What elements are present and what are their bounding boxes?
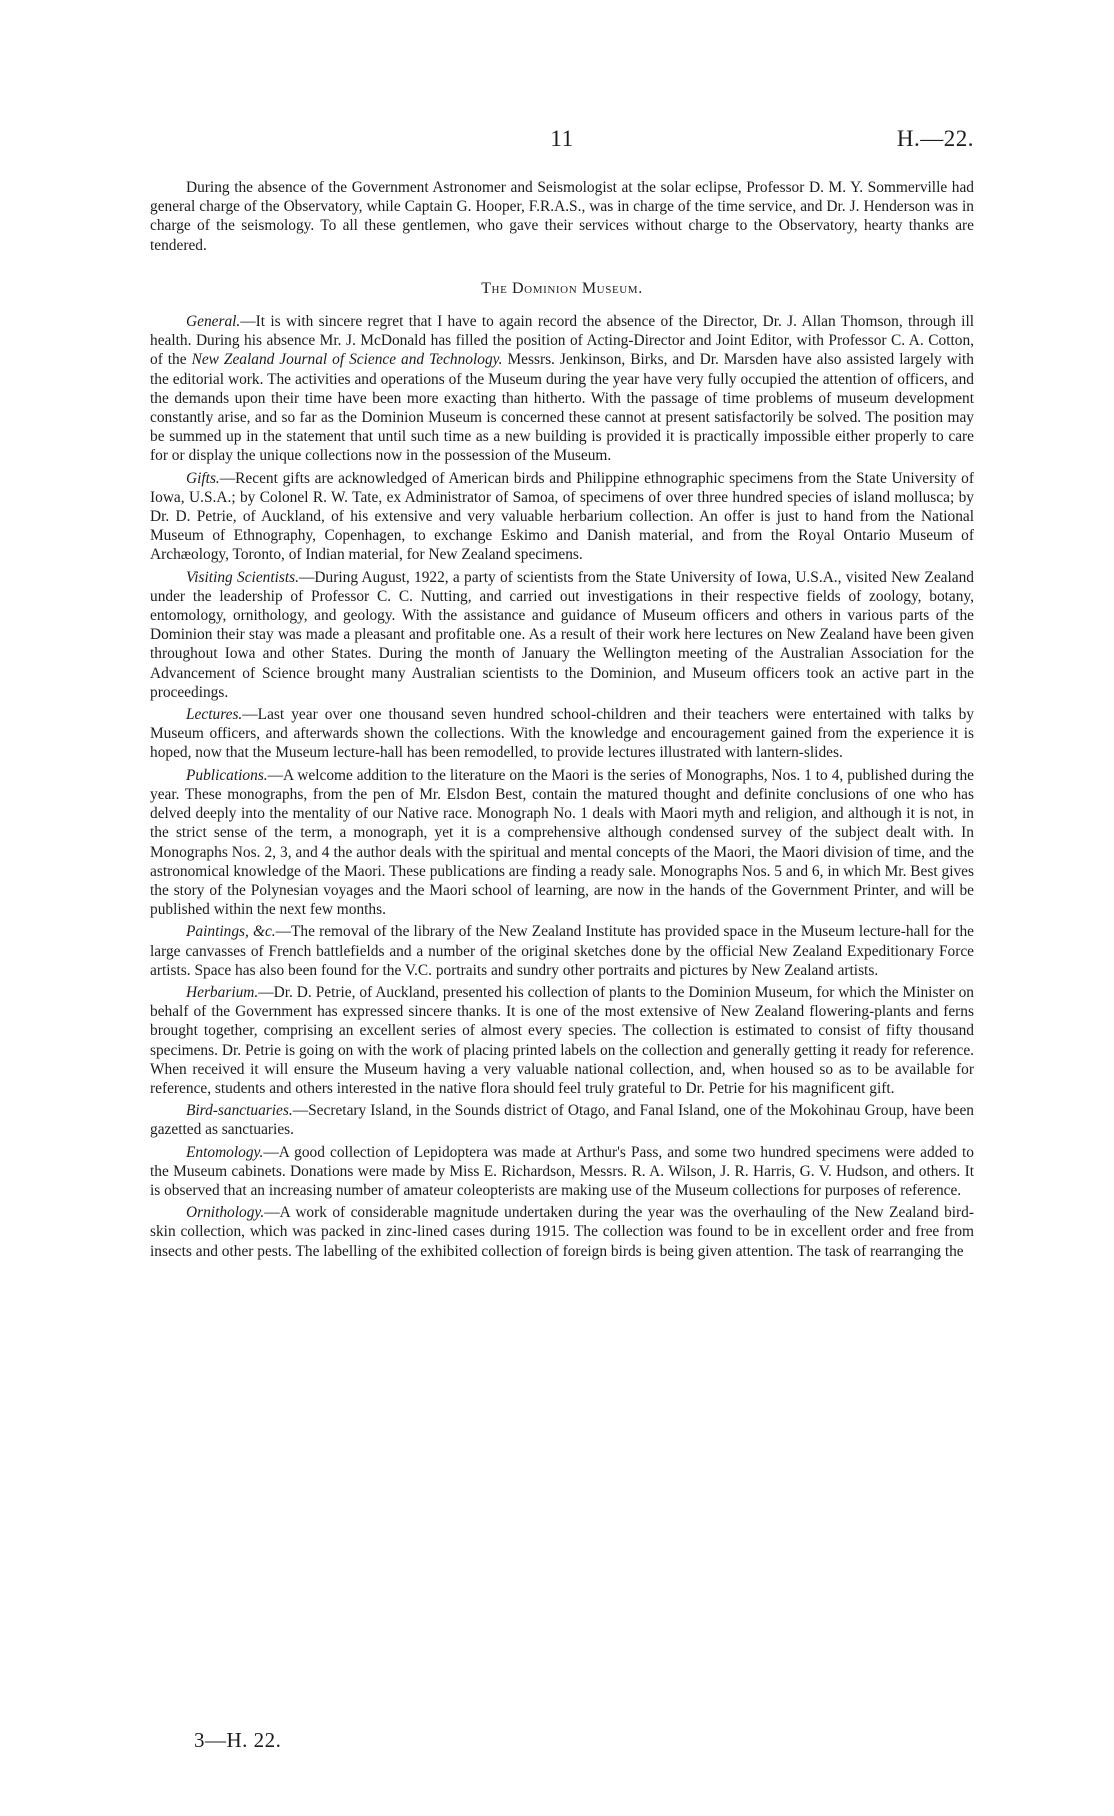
paragraph-lead: Ornithology. bbox=[186, 1204, 265, 1222]
paragraph-text: —Dr. D. Petrie, of Auckland, presented his collection of plants to the Dominion Museum, for which the Minister on behalf of the Government has expressed sincere thanks. It is one of the most extensive of New Zealand flowering-plants and ferns brought together, comprising an excellent series of almost every species. The collection is estimated to consist of fifty thousand specimens. Dr. Petrie is going on with the work of placing printed labels on the collection and generally getting it ready for reference. When received it will ensure the Museum having a very valuable national collection, and, when housed so as to be available for reference, students and others interested in the native flora should feel truly grateful to Dr. Petrie for his magnificent gift. bbox=[150, 983, 974, 1097]
paragraph-text: —Last year over one thousand seven hundred school-children and their teachers were entertained with talks by Museum officers, and afterwards shown the collections. With the knowledge and encouragement gained from the experience it is hoped, now that the Museum lecture-hall has been remodelled, to provide lectures illustrated with lantern-slides. bbox=[150, 706, 974, 762]
paragraph-text: —Secretary Island, in the Sounds district of Otago, and Fanal Island, one of the Mokohinau Group, have been gazetted as sanctuaries. bbox=[150, 1102, 974, 1139]
paragraph-lead: Publications. bbox=[186, 766, 268, 784]
paragraph-lead: Bird-sanctuaries. bbox=[186, 1102, 293, 1120]
page-number: 11 bbox=[550, 126, 574, 151]
paragraph-lead: Herbarium. bbox=[186, 983, 259, 1001]
paragraph-herbarium bbox=[150, 983, 974, 1098]
page-footer-signature: 3—H. 22. bbox=[194, 1728, 282, 1752]
section-title: The Dominion Museum. bbox=[481, 279, 643, 297]
paragraph-lead: Visiting Scientists. bbox=[186, 568, 300, 586]
page-header bbox=[150, 126, 974, 162]
paragraph-text: —Recent gifts are acknowledged of American birds and Philippine ethnographic specimens from the State University of Iowa, U.S.A.; by Colonel R. W. Tate, ex Administrator of Samoa, of specimens of over three hundred species of island mollusca; by Dr. D. Petrie, of Auckland, of his extensive and very valuable herbarium collection. An offer is just to hand from the National Museum of Ethnography, Copenhagen, to exchange Eskimo and Danish material, and from the Royal Ontario Museum of Archæology, Toronto, of Indian material, for New Zealand specimens. bbox=[150, 469, 974, 564]
paragraph-gifts bbox=[150, 469, 974, 565]
paragraph-lead: Gifts. bbox=[186, 469, 220, 487]
paragraph-publications bbox=[150, 766, 974, 920]
paragraph-paintings bbox=[150, 922, 974, 980]
paragraph-text: —A work of considerable magnitude undertaken during the year was the overhauling of the New Zealand bird-skin collection, which was packed in zinc-lined cases during 1915. The collection was found to be in excellent order and free from insects and other pests. The labelling of the exhibited collection of foreign birds is being given attention. The task of rearranging the bbox=[150, 1204, 974, 1260]
document-reference: H.—22. bbox=[896, 126, 974, 151]
paragraph-lead: Paintings, &c. bbox=[186, 923, 276, 941]
paragraph-ornithology bbox=[150, 1203, 974, 1261]
intro-paragraph: During the absence of the Government Astronomer and Seismologist at the solar eclipse, Professor D. M. Y. Sommerville had general charge of the Observatory, while Captain G. Hooper, F.R.A.S., was in charge of the time service, and Dr. J. Henderson was in charge of the seismology. To all these gentlemen, who gave their services without charge to the Observatory, hearty thanks are tendered. bbox=[150, 179, 974, 254]
paragraph-text: —A welcome addition to the literature on the Maori is the series of Monographs, Nos. 1 to 4, published during the year. These monographs, from the pen of Mr. Elsdon Best, contain the matured thought and definite conclusions of one who has delved deeply into the mentality of our Native race. Monograph No. 1 deals with Maori myth and religion, and although it is not, in the strict sense of the term, a monograph, yet it is a comprehensive although condensed survey of the subject dealt with. In Monographs Nos. 2, 3, and 4 the author deals with the spiritual and mental concepts of the Maori, the Maori division of time, and the astronomical knowledge of the Maori. These publications are finding a ready sale. Monographs Nos. 5 and 6, in which Mr. Best gives the story of the Polynesian voyages and the Maori school of learning, are now in the hands of the Government Printer, and will be published within the next few months. bbox=[150, 766, 974, 919]
paragraph-entomology bbox=[150, 1143, 974, 1201]
paragraph-text: —It is with sincere regret that I have to again record the absence of the Director, Dr. J. Allan Thomson, through ill health. During his absence Mr. J. McDonald has filled the position of Acting-Director and Joint Editor, with Professor C. A. Cotton, of the bbox=[150, 313, 974, 369]
paragraph-text: —During August, 1922, a party of scientists from the State University of Iowa, U.S.A., visited New Zealand under the leadership of Professor C. C. Nutting, and carried out investigations in their respective fields of zoology, botany, entomology, ornithology, and geology. With the assistance and guidance of Museum officers and others in various parts of the Dominion their stay was made a pleasant and profitable one. As a result of their work here lectures on New Zealand have been given throughout Iowa and other States. During the month of January the Wellington meeting of the Australian Association for the Advancement of Science brought many Australian scientists to the Dominion, and Museum officers took an active part in the proceedings. bbox=[150, 568, 974, 701]
paragraph-general bbox=[150, 312, 974, 466]
paragraph-text: —A good collection of Lepidoptera was made at Arthur's Pass, and some two hundred specimens were added to the Museum cabinets. Donations were made by Miss E. Richardson, Messrs. R. A. Wilson, J. R. Harris, G. V. Hudson, and others. It is observed that an increasing number of amateur coleopterists are making use of the Museum collections for purposes of reference. bbox=[150, 1143, 974, 1199]
journal-title: New Zealand Journal of Science and Technology. bbox=[191, 351, 503, 369]
paragraph-bird-sanctuaries bbox=[150, 1101, 974, 1139]
paragraph-lead: General. bbox=[186, 313, 241, 331]
body-text bbox=[150, 178, 974, 1264]
paragraph-visiting-scientists bbox=[150, 568, 974, 702]
paragraph-text: —The removal of the library of the New Zealand Institute has provided space in the Museum lecture-hall for the large canvasses of French battlefields and a number of the original sketches done by the official New Zealand Expeditionary Force artists. Space has also been found for the V.C. portraits and sundry other portraits and pictures by New Zealand artists. bbox=[150, 923, 974, 979]
paragraph-lead: Entomology. bbox=[186, 1143, 264, 1161]
paragraph-lectures bbox=[150, 705, 974, 763]
paragraph-text: Messrs. Jenkinson, Birks, and Dr. Marsden have also assisted largely with the editorial work. The activities and operations of the Museum during the year have very fully occupied the attention of officers, and the demands upon their time have been more exacting than hitherto. With the passage of time problems of museum development constantly arise, and so far as the Dominion Museum is concerned these cannot at present satisfactorily be solved. The position may be summed up in the statement that until such time as a new building is provided it is practically impossible either properly to care for or display the unique collections now in the possession of the Museum. bbox=[150, 351, 974, 465]
paragraph-lead: Lectures. bbox=[186, 706, 243, 724]
